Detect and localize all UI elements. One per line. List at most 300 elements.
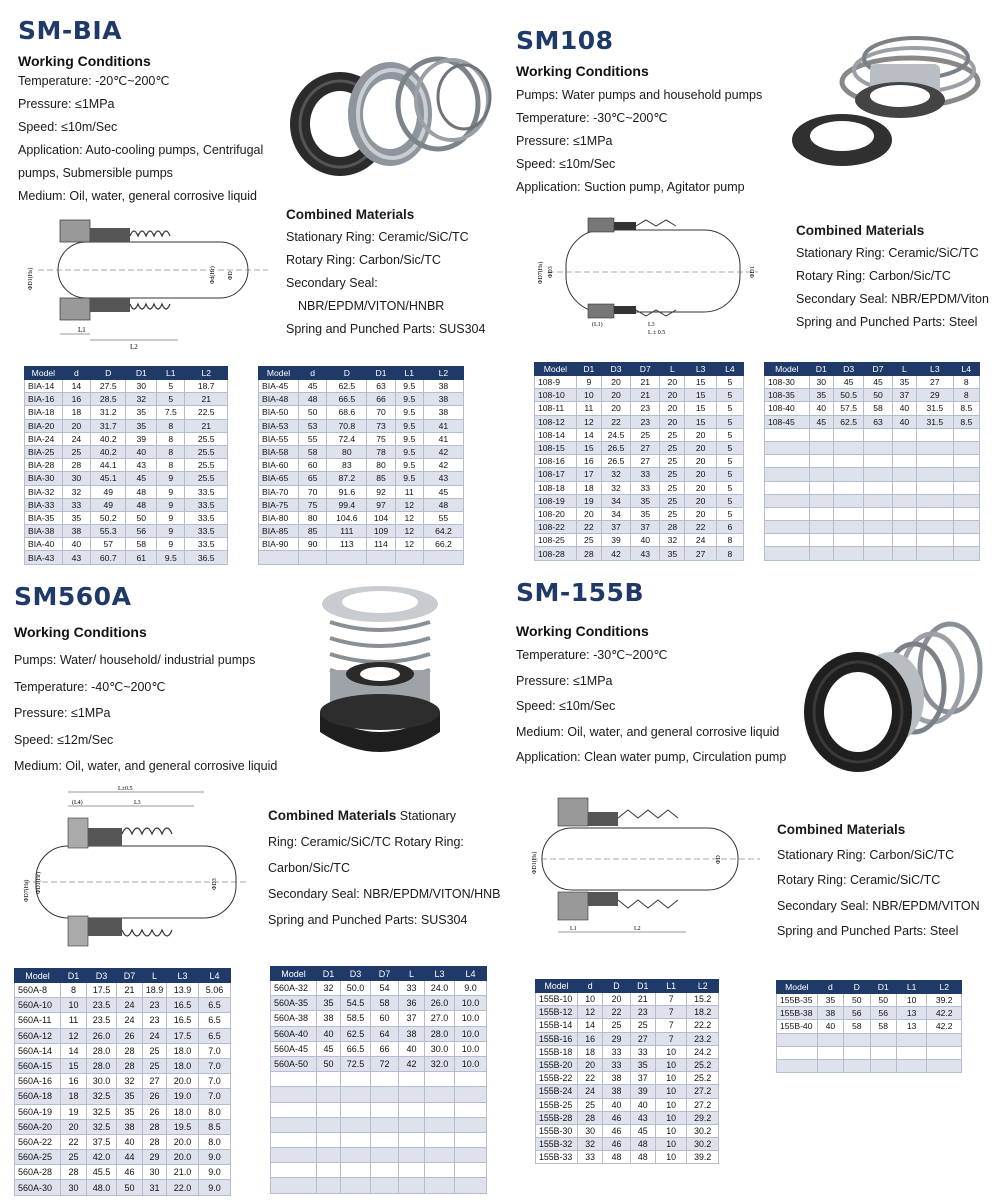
value-cell: 41	[423, 432, 463, 445]
model-cell: 155B-18	[536, 1045, 578, 1058]
value-cell: 5	[716, 428, 743, 441]
value-cell: 45.1	[91, 472, 126, 485]
value-cell: 10	[578, 993, 603, 1006]
value-cell: 35	[631, 494, 660, 507]
value-cell: 25.2	[687, 1072, 719, 1085]
table-row	[535, 428, 744, 441]
value-cell: 27.2	[687, 1098, 719, 1111]
table-row	[536, 1138, 719, 1151]
value-cell	[817, 1033, 843, 1046]
model-cell	[765, 507, 810, 520]
value-cell: 75	[367, 432, 395, 445]
material-line: NBR/EPDM/VITON/HNBR	[298, 299, 445, 313]
value-cell: 15.2	[687, 993, 719, 1006]
value-cell: 27	[143, 1074, 167, 1089]
value-cell: 43	[631, 547, 660, 560]
material-line: Secondary Seal:	[286, 276, 378, 290]
value-cell: 26	[143, 1089, 167, 1104]
technical-drawing-bia	[18, 212, 280, 352]
table-row	[765, 402, 980, 415]
column-header: D	[327, 367, 367, 380]
value-cell: 40	[631, 534, 660, 547]
value-cell: 21	[630, 993, 655, 1006]
value-cell: 12	[578, 1006, 603, 1019]
value-cell: 32	[601, 481, 630, 494]
column-header: D1	[367, 367, 395, 380]
value-cell: 9.0	[199, 1165, 231, 1180]
value-cell: 20	[685, 455, 716, 468]
value-cell: 49	[91, 485, 126, 498]
value-cell: 33	[603, 1045, 630, 1058]
value-cell: 33.5	[185, 525, 228, 538]
value-cell: 43	[630, 1111, 655, 1124]
value-cell: 9	[576, 376, 601, 389]
table-row	[15, 1104, 231, 1119]
value-cell: 25.2	[687, 1058, 719, 1071]
value-cell: 8	[157, 445, 185, 458]
value-cell: 97	[367, 498, 395, 511]
value-cell	[455, 1117, 487, 1132]
value-cell: 42.2	[927, 1007, 962, 1020]
value-cell: 22	[685, 521, 716, 534]
value-cell	[953, 428, 979, 441]
value-cell: 26.0	[87, 1028, 117, 1043]
value-cell: 5	[716, 389, 743, 402]
value-cell: 60.7	[91, 551, 126, 564]
value-cell: 35	[117, 1104, 143, 1119]
model-cell: BIA-40	[25, 538, 63, 551]
table-row	[765, 428, 980, 441]
value-cell: 31.2	[91, 406, 126, 419]
value-cell: 20	[685, 468, 716, 481]
value-cell: 38	[423, 380, 463, 393]
model-cell: 155B-40	[777, 1020, 818, 1033]
value-cell: 9	[157, 498, 185, 511]
value-cell: 10	[655, 1085, 687, 1098]
model-cell	[765, 428, 810, 441]
model-cell: BIA-65	[259, 472, 299, 485]
value-cell: 18.0	[167, 1104, 199, 1119]
table-row	[536, 1124, 719, 1137]
value-cell	[892, 468, 916, 481]
table-row	[765, 389, 980, 402]
value-cell: 99.4	[327, 498, 367, 511]
value-cell: 87.2	[327, 472, 367, 485]
model-cell: BIA-90	[259, 538, 299, 551]
value-cell: 48	[630, 1151, 655, 1164]
value-cell: 9.5	[395, 393, 423, 406]
value-cell: 62.5	[327, 380, 367, 393]
value-cell	[809, 547, 833, 560]
value-cell: 42	[601, 547, 630, 560]
value-cell	[864, 534, 892, 547]
column-header: L	[660, 363, 685, 376]
value-cell: 21	[117, 983, 143, 998]
value-cell: 23.5	[87, 1013, 117, 1028]
model-cell	[777, 1046, 818, 1059]
table-row	[536, 1032, 719, 1045]
value-cell: 114	[367, 538, 395, 551]
value-cell: 38	[62, 525, 90, 538]
column-header: Model	[765, 363, 810, 376]
value-cell	[864, 455, 892, 468]
table-row	[271, 1163, 487, 1178]
value-cell: 18.0	[167, 1043, 199, 1058]
value-cell	[341, 1117, 371, 1132]
model-cell: BIA-20	[25, 419, 63, 432]
value-cell	[953, 455, 979, 468]
value-cell: 38	[423, 393, 463, 406]
table-row	[535, 521, 744, 534]
value-cell: 20.0	[167, 1134, 199, 1149]
dim-label-d3: ΦD3	[548, 266, 554, 278]
dim-label-l2: L2	[130, 343, 138, 351]
value-cell: 10.0	[455, 1011, 487, 1026]
value-cell: 14	[576, 428, 601, 441]
column-header: D1	[870, 981, 896, 994]
value-cell	[953, 494, 979, 507]
column-header: L1	[395, 367, 423, 380]
table-row	[271, 1026, 487, 1041]
value-cell: 40.2	[91, 432, 126, 445]
value-cell: 23	[143, 998, 167, 1013]
table-row	[25, 406, 228, 419]
value-cell	[953, 441, 979, 454]
table-row	[259, 538, 464, 551]
value-cell	[927, 1046, 962, 1059]
condition-line: Speed: ≤12m/Sec	[14, 732, 114, 747]
material-line: Secondary Seal: NBR/EPDM/VITON	[777, 898, 980, 913]
column-header: L2	[927, 981, 962, 994]
value-cell: 54	[371, 981, 399, 996]
table-row	[765, 455, 980, 468]
model-cell: BIA-55	[259, 432, 299, 445]
value-cell: 13	[896, 1020, 926, 1033]
combined-materials-sm108	[796, 219, 989, 334]
model-cell: 155B-30	[536, 1124, 578, 1137]
value-cell	[892, 441, 916, 454]
value-cell: 80	[367, 459, 395, 472]
model-cell: 560A-40	[271, 1026, 317, 1041]
column-header: L4	[199, 969, 231, 983]
table-row	[777, 1046, 962, 1059]
value-cell: 7.5	[157, 406, 185, 419]
value-cell: 26	[117, 1028, 143, 1043]
value-cell: 39.2	[687, 1151, 719, 1164]
column-header: L1	[655, 980, 687, 993]
value-cell: 5	[716, 468, 743, 481]
table-row	[765, 547, 980, 560]
combined-materials-sm155b	[777, 817, 980, 945]
model-cell: 108-45	[765, 415, 810, 428]
working-conditions-list	[18, 70, 263, 208]
value-cell: 20	[601, 389, 630, 402]
value-cell: 23.2	[687, 1032, 719, 1045]
value-cell: 63	[864, 415, 892, 428]
value-cell: 20.0	[167, 1074, 199, 1089]
value-cell: 9	[157, 472, 185, 485]
value-cell: 66.5	[327, 393, 367, 406]
value-cell	[425, 1148, 455, 1163]
value-cell: 32.5	[87, 1119, 117, 1134]
value-cell	[892, 455, 916, 468]
value-cell	[953, 507, 979, 520]
dim-label-d1: ΦD1(Hs)	[28, 267, 34, 290]
value-cell	[896, 1046, 926, 1059]
value-cell: 37.5	[87, 1134, 117, 1149]
value-cell: 85	[299, 525, 327, 538]
model-cell	[271, 1132, 317, 1147]
value-cell	[317, 1163, 341, 1178]
value-cell: 10	[655, 1111, 687, 1124]
value-cell: 20	[660, 415, 685, 428]
model-cell: 108-25	[535, 534, 577, 547]
dim-label-d3: ΦD3	[212, 878, 218, 890]
value-cell: 25	[143, 1043, 167, 1058]
condition-line: Application: Clean water pump, Circulation pump	[516, 750, 787, 764]
model-cell	[271, 1163, 317, 1178]
value-cell	[371, 1132, 399, 1147]
value-cell: 50	[317, 1056, 341, 1071]
value-cell: 66	[367, 393, 395, 406]
value-cell: 38	[423, 406, 463, 419]
table-row	[25, 432, 228, 445]
column-header: d	[299, 367, 327, 380]
value-cell: 5.06	[199, 983, 231, 998]
value-cell: 15	[61, 1058, 87, 1073]
value-cell	[864, 494, 892, 507]
value-cell: 25	[576, 534, 601, 547]
value-cell: 50.0	[341, 981, 371, 996]
value-cell: 10.0	[455, 1056, 487, 1071]
value-cell: 48	[299, 393, 327, 406]
value-cell	[317, 1102, 341, 1117]
table-row	[535, 441, 744, 454]
value-cell: 9.5	[395, 459, 423, 472]
value-cell: 40	[809, 402, 833, 415]
value-cell: 7.0	[199, 1089, 231, 1104]
table-row	[765, 494, 980, 507]
value-cell	[371, 1072, 399, 1087]
table-row	[765, 507, 980, 520]
value-cell: 7.0	[199, 1074, 231, 1089]
column-header: D1	[61, 969, 87, 983]
column-header: D1	[317, 967, 341, 981]
model-cell: 155B-24	[536, 1085, 578, 1098]
value-cell: 92	[367, 485, 395, 498]
spec-table-sm155b-1	[535, 979, 719, 1164]
value-cell: 26.5	[601, 441, 630, 454]
column-header: L2	[185, 367, 228, 380]
value-cell	[917, 428, 954, 441]
value-cell: 40	[603, 1098, 630, 1111]
value-cell: 35	[660, 547, 685, 560]
model-cell: 560A-12	[15, 1028, 61, 1043]
value-cell: 42.2	[927, 1020, 962, 1033]
value-cell: 27	[631, 455, 660, 468]
value-cell	[425, 1178, 455, 1193]
value-cell	[917, 534, 954, 547]
model-cell: 108-15	[535, 441, 577, 454]
value-cell: 27	[917, 376, 954, 389]
table-row	[25, 525, 228, 538]
column-header: d	[817, 981, 843, 994]
value-cell: 20	[61, 1119, 87, 1134]
table-header-row	[25, 367, 228, 380]
value-cell: 33.5	[185, 511, 228, 524]
value-cell: 17.5	[167, 1028, 199, 1043]
value-cell: 11	[61, 1013, 87, 1028]
table-row	[765, 481, 980, 494]
table-row	[535, 494, 744, 507]
table-row	[25, 445, 228, 458]
value-cell	[896, 1033, 926, 1046]
table-row	[535, 389, 744, 402]
column-header: L2	[687, 980, 719, 993]
value-cell	[371, 1178, 399, 1193]
value-cell: 35	[317, 996, 341, 1011]
spec-table-sm560a-2	[270, 966, 487, 1194]
value-cell: 39	[630, 1085, 655, 1098]
table-row	[259, 380, 464, 393]
value-cell: 33	[630, 1045, 655, 1058]
value-cell	[892, 507, 916, 520]
technical-drawing-sm560a	[14, 782, 252, 960]
value-cell: 42	[423, 459, 463, 472]
value-cell: 33.5	[185, 498, 228, 511]
table-header-row	[259, 367, 464, 380]
combined-materials-heading: Combined Materials	[286, 207, 415, 222]
model-cell: 108-19	[535, 494, 577, 507]
value-cell	[864, 521, 892, 534]
table-row	[271, 981, 487, 996]
value-cell: 37	[399, 1011, 425, 1026]
value-cell: 22	[576, 521, 601, 534]
value-cell	[953, 534, 979, 547]
value-cell	[399, 1148, 425, 1163]
column-header: Model	[25, 367, 63, 380]
value-cell: 50	[299, 406, 327, 419]
value-cell	[917, 521, 954, 534]
table-row	[25, 498, 228, 511]
table-row	[535, 547, 744, 560]
table-row	[15, 1028, 231, 1043]
value-cell: 30	[809, 376, 833, 389]
model-cell: 108-11	[535, 402, 577, 415]
column-header: D7	[631, 363, 660, 376]
value-cell: 50	[870, 994, 896, 1007]
model-cell	[271, 1102, 317, 1117]
combined-materials-bia	[286, 203, 485, 341]
value-cell	[917, 547, 954, 560]
value-cell	[833, 494, 863, 507]
table-row	[15, 998, 231, 1013]
value-cell: 35	[117, 1089, 143, 1104]
table-row	[777, 1020, 962, 1033]
value-cell: 40	[817, 1020, 843, 1033]
model-cell: 560A-15	[15, 1058, 61, 1073]
value-cell: 35	[817, 994, 843, 1007]
value-cell: 50	[117, 1180, 143, 1195]
value-cell: 18.0	[167, 1058, 199, 1073]
value-cell: 28	[578, 1111, 603, 1124]
value-cell: 24	[117, 1013, 143, 1028]
value-cell: 8	[716, 547, 743, 560]
table-row	[25, 419, 228, 432]
value-cell: 46	[603, 1138, 630, 1151]
value-cell: 7.0	[199, 1043, 231, 1058]
model-cell	[765, 547, 810, 560]
value-cell: 30	[578, 1124, 603, 1137]
value-cell: 28	[143, 1119, 167, 1134]
condition-line: Pressure: ≤1MPa	[516, 134, 613, 148]
value-cell	[425, 1102, 455, 1117]
value-cell	[399, 1087, 425, 1102]
value-cell: 29.2	[687, 1111, 719, 1124]
table-row	[271, 1102, 487, 1117]
value-cell	[425, 1163, 455, 1178]
table-row	[259, 485, 464, 498]
column-header: L	[399, 967, 425, 981]
dim-label-d: Φd(Hr)	[210, 266, 216, 284]
table-row	[536, 1111, 719, 1124]
value-cell	[896, 1059, 926, 1072]
model-cell	[777, 1033, 818, 1046]
condition-line: Temperature: -20℃~200℃	[18, 74, 170, 88]
value-cell: 37	[601, 521, 630, 534]
table-row	[259, 419, 464, 432]
table-row	[765, 441, 980, 454]
value-cell	[455, 1132, 487, 1147]
value-cell: 48	[423, 498, 463, 511]
condition-line: Speed: ≤10m/Sec	[516, 157, 616, 171]
value-cell: 24	[117, 998, 143, 1013]
value-cell	[317, 1148, 341, 1163]
value-cell: 25	[143, 1058, 167, 1073]
value-cell: 70.8	[327, 419, 367, 432]
value-cell: 7	[655, 1019, 687, 1032]
model-cell: 155B-12	[536, 1006, 578, 1019]
value-cell	[917, 455, 954, 468]
table-header-row	[271, 967, 487, 981]
value-cell: 53	[299, 419, 327, 432]
value-cell: 8.0	[199, 1134, 231, 1149]
condition-line: Pumps: Water/ household/ industrial pumps	[14, 653, 256, 667]
material-line: Stationary	[396, 809, 457, 823]
value-cell: 27	[631, 441, 660, 454]
column-header: L3	[167, 969, 199, 983]
value-cell: 12	[395, 525, 423, 538]
condition-line: pumps, Submersible pumps	[18, 166, 173, 180]
column-header: D7	[117, 969, 143, 983]
value-cell: 35	[126, 406, 157, 419]
value-cell: 20	[660, 389, 685, 402]
value-cell: 9	[157, 511, 185, 524]
value-cell	[399, 1178, 425, 1193]
technical-drawing-sm155b	[526, 792, 766, 942]
value-cell: 5	[716, 481, 743, 494]
material-line: Stationary Ring: Ceramic/SiC/TC	[796, 246, 979, 260]
condition-line: Pressure: ≤1MPa	[18, 97, 115, 111]
value-cell: 57.5	[833, 402, 863, 415]
value-cell: 46	[117, 1165, 143, 1180]
value-cell: 12	[395, 511, 423, 524]
value-cell: 44	[117, 1150, 143, 1165]
value-cell: 48	[603, 1151, 630, 1164]
value-cell	[917, 468, 954, 481]
value-cell: 56	[870, 1007, 896, 1020]
value-cell: 46	[603, 1124, 630, 1137]
